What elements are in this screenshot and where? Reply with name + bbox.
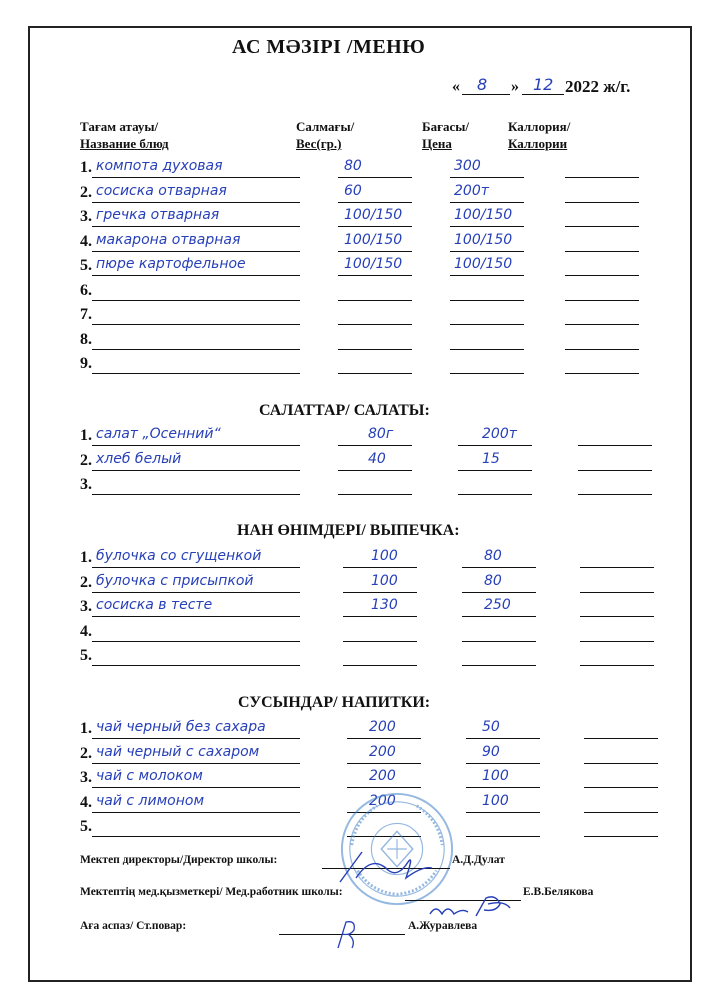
main-dish-calories-line: [565, 202, 639, 203]
salad-price-line: [458, 494, 532, 495]
signature-name: А.Д.Дулат: [452, 854, 505, 866]
main-dish-calories-line: [565, 349, 639, 350]
main-dish-weight-line: [338, 177, 412, 178]
drink-price-line: [466, 738, 540, 739]
main-dish-name-line: [92, 226, 300, 227]
main-dish-calories-line: [565, 324, 639, 325]
main-dish-price-line: [450, 275, 524, 276]
drink-name: чай с лимоном: [96, 792, 205, 809]
bakery-weight: 100: [371, 572, 398, 589]
main-dish-weight-line: [338, 324, 412, 325]
bakery-weight: 130: [371, 597, 398, 613]
bakery-calories-line: [580, 592, 654, 593]
main-dish-price-line: [450, 226, 524, 227]
main-dish-calories-line: [565, 251, 639, 252]
main-dish-price-line: [450, 202, 524, 203]
salad-price-line: [458, 445, 532, 446]
salad-name-line: [92, 470, 300, 471]
salad-name: салат „Осенний“: [96, 426, 221, 442]
main-dish-weight: 100/150: [344, 231, 403, 248]
bakery-price-line: [462, 616, 536, 617]
salad-price: 200т: [482, 426, 517, 442]
main-dish-weight-line: [338, 202, 412, 203]
main-dish-weight: 80: [344, 158, 362, 174]
bakery-weight-line: [343, 567, 417, 568]
date-year: 2022 ж/г.: [565, 77, 631, 96]
main-dish-row-number: 2.: [80, 183, 92, 201]
main-dish-weight: 60: [344, 182, 362, 199]
main-dish-price-line: [450, 349, 524, 350]
drink-price: 100: [482, 792, 509, 809]
column-header-calories-kz: Каллория/: [508, 119, 571, 134]
main-dish-calories-line: [565, 275, 639, 276]
salad-calories-line: [578, 470, 652, 471]
signature-role: Мектеп директоры/Директор школы:: [80, 854, 278, 866]
column-header-price-ru: Цена: [422, 136, 452, 151]
salad-price-line: [458, 470, 532, 471]
drink-weight-line: [347, 787, 421, 788]
bakery-calories-line: [580, 567, 654, 568]
salad-row-number: 2.: [80, 451, 92, 469]
drink-weight: 200: [369, 743, 396, 760]
main-dish-price-line: [450, 251, 524, 252]
main-dish-weight: 100/150: [344, 207, 403, 223]
main-dish-weight-line: [338, 373, 412, 374]
bakery-name: сосиска в тесте: [96, 597, 213, 613]
column-header-name: [80, 118, 169, 152]
drink-weight-line: [347, 738, 421, 739]
signature-name: А.Журавлева: [408, 920, 478, 932]
drink-name-line: [92, 787, 300, 788]
drink-name: чай с молоком: [96, 768, 203, 784]
main-dish-name: сосиска отварная: [96, 182, 227, 199]
salad-calories-line: [578, 494, 652, 495]
bakery-name-line: [92, 641, 300, 642]
main-dish-row-number: 9.: [80, 355, 92, 372]
main-dish-name-line: [92, 324, 300, 325]
column-header-name-ru: Название блюд: [80, 136, 169, 151]
column-header-weight-ru: Вес(гр.): [296, 136, 342, 151]
bakery-price-line: [462, 592, 536, 593]
main-dish-price-line: [450, 373, 524, 374]
drink-row-number: 3.: [80, 769, 92, 786]
cook-signature: [328, 918, 368, 950]
column-header-price: [422, 118, 469, 152]
main-dish-weight-line: [338, 349, 412, 350]
drink-name-line: [92, 812, 300, 813]
salad-name: хлеб белый: [96, 450, 182, 467]
salads-title: САЛАТТАР/ САЛАТЫ:: [259, 402, 430, 419]
column-header-price-kz: Бағасы/: [422, 119, 470, 134]
bakery-price: 80: [484, 548, 502, 564]
salad-weight: 40: [368, 450, 386, 467]
bakery-calories-line: [580, 616, 654, 617]
bakery-price: 80: [484, 572, 502, 589]
bakery-calories-line: [580, 641, 654, 642]
main-dish-row-number: 3.: [80, 208, 92, 225]
main-dish-calories-line: [565, 373, 639, 374]
column-header-weight: [296, 118, 354, 152]
bakery-row-number: 3.: [80, 598, 92, 615]
drink-price: 100: [482, 768, 509, 784]
main-dish-row-number: 6.: [80, 281, 92, 299]
main-dish-name-line: [92, 251, 300, 252]
drink-name-line: [92, 763, 300, 764]
drink-row-number: 1.: [80, 720, 92, 737]
drink-weight-line: [347, 763, 421, 764]
salad-weight-line: [338, 445, 412, 446]
bakery-weight-line: [343, 641, 417, 642]
column-header-calories: [508, 118, 570, 152]
bakery-name-line: [92, 665, 300, 666]
bakery-price-line: [462, 567, 536, 568]
main-dish-weight-line: [338, 275, 412, 276]
salad-price: 15: [482, 450, 500, 467]
bakery-price-line: [462, 665, 536, 666]
salad-name-line: [92, 445, 300, 446]
main-dish-price-line: [450, 324, 524, 325]
drink-calories-line: [584, 763, 658, 764]
bakery-price-line: [462, 641, 536, 642]
drinks-title: СУСЫНДАР/ НАПИТКИ:: [238, 694, 431, 711]
date-day-line: [462, 94, 510, 95]
main-dish-calories-line: [565, 226, 639, 227]
bakery-calories-line: [580, 665, 654, 666]
drink-price-line: [466, 763, 540, 764]
bakery-name: булочка со сгущенкой: [96, 548, 262, 564]
main-dish-name-line: [92, 177, 300, 178]
main-dish-weight-line: [338, 300, 412, 301]
date-close-quote: »: [511, 78, 519, 95]
drink-row-number: 4.: [80, 793, 92, 811]
director-signature: [332, 848, 442, 888]
signature-role: Мектептің мед.қызметкері/ Мед.работник школы:: [80, 886, 343, 898]
main-dish-name: макаронa отварная: [96, 231, 241, 248]
bakery-weight-line: [343, 592, 417, 593]
drink-name-line: [92, 836, 300, 837]
bakery-name-line: [92, 592, 300, 593]
bakery-name-line: [92, 567, 300, 568]
date-month-line: [522, 94, 564, 95]
page-title: АС МӘЗІРІ /МЕНЮ: [232, 36, 426, 58]
drink-price: 90: [482, 743, 500, 760]
medic-signature: [426, 890, 516, 922]
date-open-quote: «: [452, 78, 460, 95]
bakery-price: 250: [484, 597, 511, 613]
salad-weight: 80г: [368, 426, 394, 442]
drink-calories-line: [584, 738, 658, 739]
drink-calories-line: [584, 836, 658, 837]
main-dish-price: 100/150: [454, 231, 513, 248]
bakery-row-number: 1.: [80, 549, 92, 566]
main-dish-calories-line: [565, 300, 639, 301]
salad-calories-line: [578, 445, 652, 446]
main-dish-row-number: 7.: [80, 306, 92, 323]
bakery-name: булочка с присыпкой: [96, 572, 254, 589]
bakery-name-line: [92, 616, 300, 617]
signature-name: Е.В.Белякова: [523, 886, 594, 898]
main-dish-name: компота духовая: [96, 158, 223, 174]
bakery-weight-line: [343, 616, 417, 617]
main-dish-name: гречка отварная: [96, 207, 220, 223]
main-dish-calories-line: [565, 177, 639, 178]
column-header-name-kz: Тағам атауы/: [80, 119, 159, 134]
main-dish-name-line: [92, 373, 300, 374]
bakery-weight-line: [343, 665, 417, 666]
main-dish-price: 100/150: [454, 207, 513, 223]
date-day: 8: [477, 75, 488, 94]
main-dish-row-number: 4.: [80, 232, 92, 250]
main-dish-weight: 100/150: [344, 256, 403, 272]
drink-price-line: [466, 787, 540, 788]
salad-weight-line: [338, 494, 412, 495]
main-dish-weight-line: [338, 251, 412, 252]
main-dish-price: 100/150: [454, 256, 513, 272]
main-dish-row-number: 8.: [80, 330, 92, 348]
main-dish-row-number: 5.: [80, 257, 92, 274]
drink-price-line: [466, 836, 540, 837]
drink-weight: 200: [369, 719, 396, 735]
column-header-calories-ru: Каллории: [508, 136, 568, 151]
drink-price-line: [466, 812, 540, 813]
main-dish-name: пюре картофельное: [96, 256, 246, 272]
date-month: 12: [533, 75, 554, 94]
drink-row-number: 2.: [80, 744, 92, 762]
drink-calories-line: [584, 787, 658, 788]
main-dish-name-line: [92, 349, 300, 350]
main-dish-price: 200т: [454, 182, 489, 199]
main-dish-row-number: 1.: [80, 159, 92, 176]
main-dish-name-line: [92, 300, 300, 301]
bakery-row-number: 5.: [80, 647, 92, 664]
drink-weight: 200: [369, 768, 396, 784]
salad-row-number: 1.: [80, 427, 92, 444]
salad-weight-line: [338, 470, 412, 471]
main-dish-weight-line: [338, 226, 412, 227]
drink-price: 50: [482, 719, 500, 735]
drink-name: чай черный без сахара: [96, 719, 266, 735]
bakery-title: НАН ӨНІМДЕРІ/ ВЫПЕЧКА:: [237, 522, 460, 539]
drink-row-number: 5.: [80, 818, 92, 835]
column-header-weight-kz: Салмағы/: [296, 119, 355, 134]
signature-role: Аға аспаз/ Ст.повар:: [80, 920, 187, 932]
drink-name: чай черный с сахаром: [96, 743, 260, 760]
bakery-weight: 100: [371, 548, 398, 564]
drink-calories-line: [584, 812, 658, 813]
drink-name-line: [92, 738, 300, 739]
drink-weight: 200: [369, 792, 396, 809]
bakery-row-number: 2.: [80, 573, 92, 591]
salad-name-line: [92, 494, 300, 495]
main-dish-price: 300: [454, 158, 481, 174]
salad-row-number: 3.: [80, 476, 92, 493]
main-dish-price-line: [450, 300, 524, 301]
main-dish-name-line: [92, 275, 300, 276]
main-dish-price-line: [450, 177, 524, 178]
bakery-row-number: 4.: [80, 622, 92, 640]
main-dish-name-line: [92, 202, 300, 203]
